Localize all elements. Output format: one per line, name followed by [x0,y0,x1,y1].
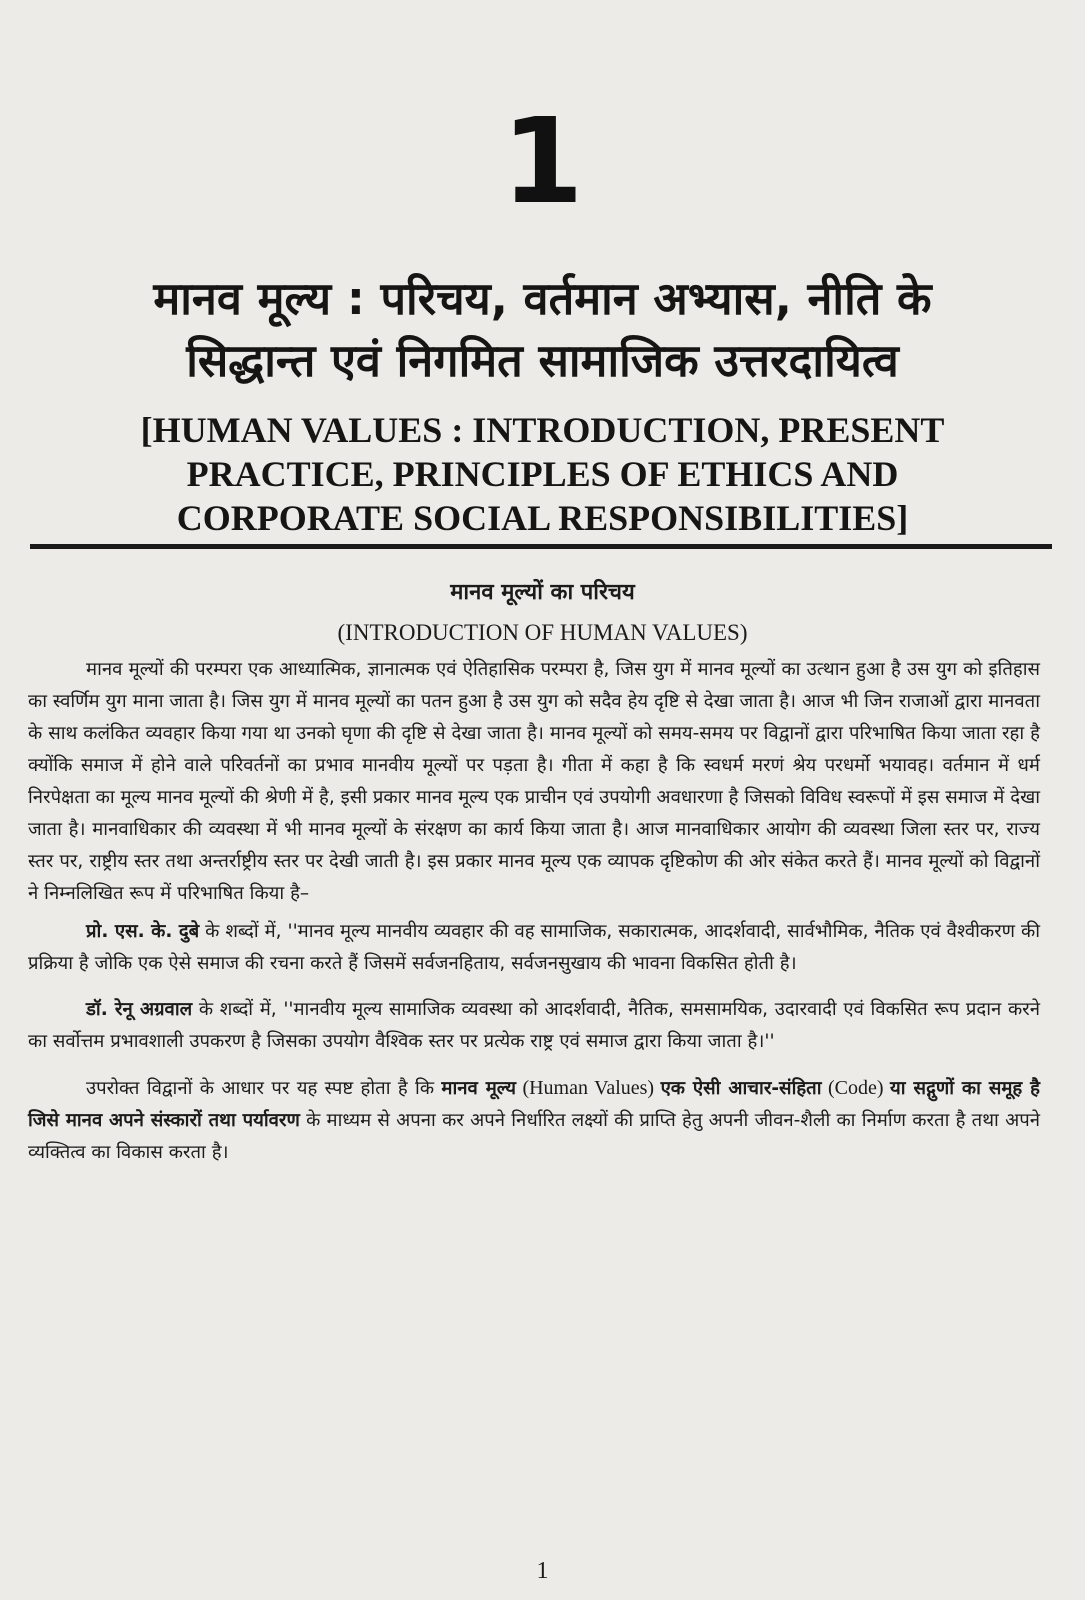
paragraph-introduction: मानव मूल्यों की परम्परा एक आध्यात्मिक, ज्ञानात्मक एवं ऐतिहासिक परम्परा है, जिस युग में मानव मूल्यों का उत्थान हुआ है उस युग को इतिहास का स्वर्णिम युग माना जाता है। जिस युग में मानव मूल्यों का पतन हुआ है उस युग को सदैव हेय दृष्टि से देखा जाता है। आज भी जिन राजाओं द्वारा मानवता के साथ कलंकित व्यवहार किया गया था उनको घृणा की दृष्टि से देखा जाता है। मानव मूल्यों को समय-समय पर विद्वानों द्वारा परिभाषित किया जाता रहा है क्योंकि समाज में होने वाले परिवर्तनों का प्रभाव मानवीय मूल्यों पर पड़ता है। गीता में कहा है कि स्वधर्म मरणं श्रेय परधर्मो भयावह। वर्तमान में धर्म निरपेक्षता का मूल्य मानव मूल्यों की श्रेणी में है, इसी प्रकार मानव मूल्य एक प्राचीन एवं उपयोगी अवधारणा है जिसको विविध स्वरूपों में इस समाज में देखा जाता है। मानवाधिकार की व्यवस्था में भी मानव मूल्यों के संरक्षण का कार्य किया जाता है। आज मानवाधिकार आयोग की व्यवस्था जिला स्तर पर, राज्य स्तर पर, राष्ट्रीय स्तर तथा अन्तर्राष्ट्रीय स्तर पर देखी जाती है। इस प्रकार मानव मूल्य एक व्यापक दृष्टिकोण की ओर संकेत करते हैं। मानव मूल्यों को विद्वानों ने निम्नलिखित रूप में परिभाषित किया है– [28,659,1040,904]
paragraph-agrawal-definition [28,994,1040,1058]
chapter-title-hindi [50,268,1035,392]
section-heading: मानव मूल्यों का परिचय [450,580,635,605]
chapter-title-english-line-3: CORPORATE SOCIAL RESPONSIBILITIES] [176,498,909,538]
conclusion-bold-c: या सद्गुणों का समूह है जिसे मानव अपने संस्कारों तथा पर्यावरण [28,1078,1040,1131]
chapter-title-hindi-line-1: मानव मूल्य : परिचय, वर्तमान अभ्यास, नीति के [153,272,932,325]
chapter-title-english-line-2: PRACTICE, PRINCIPLES OF ETHICS AND [186,454,899,494]
conclusion-english-b: (Code) [821,1077,891,1099]
paragraph-conclusion [28,1072,1040,1169]
definition-text-dubey: के शब्दों में, ''मानव मूल्य मानवीय व्यवहार की वह सामाजिक, सकारात्मक, आदर्शवादी, सार्वभौमिक, नैतिक एवं वैश्वीकरण की प्रक्रिया है जोकि एक ऐसे समाज की रचना करते हैं जिसमें सर्वजनहिताय, सर्वजनसुखाय की भावना विकसित होती है। [28,921,1040,974]
chapter-title-hindi-line-2: सिद्धान्त एवं निगमित सामाजिक उत्तरदायित्व [186,334,899,387]
conclusion-text-a: उपरोक्त विद्वानों के आधार पर यह स्पष्ट होता है कि [86,1078,442,1099]
conclusion-text-b: के माध्यम से अपना कर अपने निर्धारित लक्ष्यों की प्राप्ति हेतु अपनी जीवन-शैली का निर्माण करता है तथा अपने व्यक्तित्व का विकास करता है। [28,1110,1040,1163]
body-text [28,654,1040,1183]
section-subheading: (INTRODUCTION OF HUMAN VALUES) [337,620,748,645]
conclusion-bold-b: एक ऐसी आचार-संहिता [660,1078,822,1099]
paragraph-dubey-definition [28,916,1040,980]
conclusion-bold-a: मानव मूल्य [441,1078,516,1099]
author-name-agrawal: डॉ. रेनू अग्रवाल [86,999,193,1020]
chapter-number: 1 [501,92,584,230]
conclusion-english-a: (Human Values) [515,1077,661,1099]
chapter-title-english-line-1: [HUMAN VALUES : INTRODUCTION, PRESENT [140,410,945,450]
chapter-title-english [70,408,1015,540]
definition-text-agrawal: के शब्दों में, ''मानवीय मूल्य सामाजिक व्यवस्था को आदर्शवादी, नैतिक, समसामयिक, उदारवादी एवं विकसित रूप प्रदान करने का सर्वोत्तम प्रभावशाली उपकरण है जिसका उपयोग वैश्विक स्तर पर प्रत्येक राष्ट्र एवं समाज द्वारा किया जाता है।'' [28,999,1040,1052]
author-name-dubey: प्रो. एस. के. दुबे [86,921,200,942]
page-number: 1 [536,1558,549,1584]
title-divider [30,544,1052,549]
